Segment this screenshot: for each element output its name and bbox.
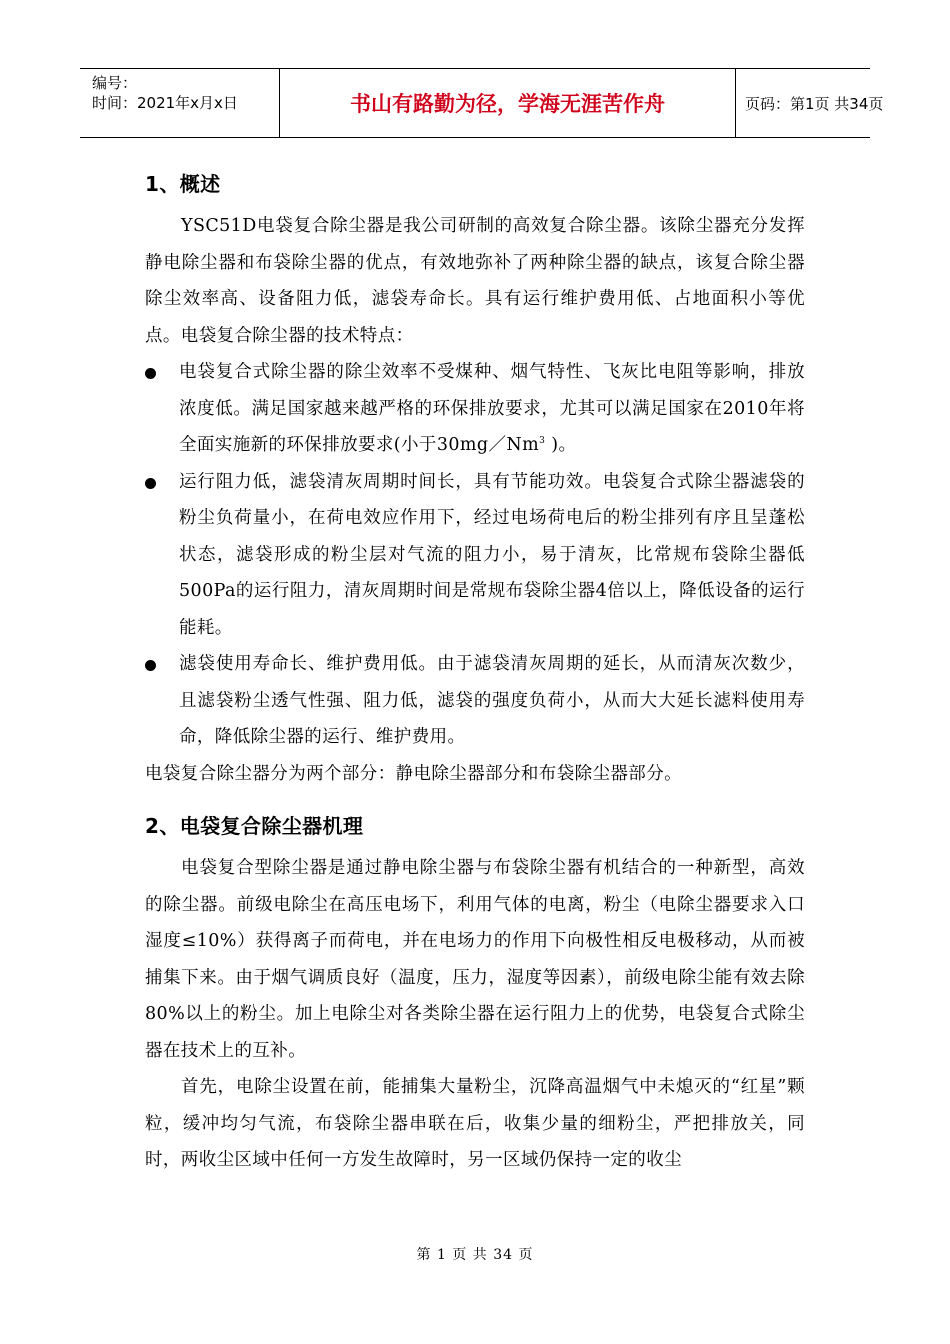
bullet-icon	[145, 368, 156, 379]
page-footer: 第 1 页 共 34 页	[416, 1247, 534, 1263]
feature-list	[145, 354, 805, 756]
header-motto: 书山有路勤为径，学海无涯苦作舟	[280, 69, 736, 137]
section-2-title: 2、电袋复合除尘器机理	[145, 814, 364, 838]
bullet-icon	[145, 660, 156, 671]
bullet-1-text: 电袋复合式除尘器的除尘效率不受煤种、烟气特性、飞灰比电阻等影响，排放浓度低。满足国家越来越严格的环保排放要求，尤其可以满足国家在2010年将全面实施新的环保排放要求(小于30mg／Nm	[179, 362, 805, 455]
section-2-paragraph-2: 首先，电除尘设置在前，能捕集大量粉尘，沉降高温烟气中未熄灭的“红星”颗粒，缓冲均匀气流，布袋除尘器串联在后，收集少量的细粉尘，严把排放关，同时，两收尘区域中任何一方发生故障时，另一区域仍保持一定的收尘	[145, 1077, 805, 1170]
document-body	[145, 160, 805, 1179]
section-1-title: 1、概述	[145, 172, 221, 196]
number-label: 编号：	[92, 74, 138, 92]
bullet-icon	[145, 478, 156, 489]
superscript-3: 3	[539, 436, 546, 446]
section-1-summary: 电袋复合除尘器分为两个部分：静电除尘器部分和布袋除尘器部分。	[145, 763, 682, 784]
section-2-paragraph-1: 电袋复合型除尘器是通过静电除尘器与布袋除尘器有机结合的一种新型，高效的除尘器。前级电除尘在高压电场下，利用气体的电离，粉尘（电除尘器要求入口湿度≤10%）获得离子而荷电，并在电场力的作用下向极性相反电极移动，从而被捕集下来。由于烟气调质良好（温度，压力，湿度等因素），前级电除尘能有效去除80%以上的粉尘。加上电除尘对各类除尘器在运行阻力上的优势，电袋复合式除尘器在技术上的互补。	[145, 858, 805, 1061]
bullet-1-end: )。	[545, 435, 577, 455]
section-1-intro: YSC51D电袋复合除尘器是我公司研制的高效复合除尘器。该除尘器充分发挥静电除尘器和布袋除尘器的优点，有效地弥补了两种除尘器的缺点，该复合除尘器除尘效率高、设备阻力低，滤袋寿命长。具有运行维护费用低、占地面积小等优点。电袋复合除尘器的技术特点：	[145, 216, 805, 346]
date-label: 时间：2021年x月x日	[92, 94, 238, 112]
bullet-2-text: 运行阻力低，滤袋清灰周期时间长，具有节能功效。电袋复合式除尘器滤袋的粉尘负荷量小，在荷电效应作用下，经过电场荷电后的粉尘排列有序且呈蓬松状态，滤袋形成的粉尘层对气流的阻力小，易于清灰，比常规布袋除尘器低500Pa的运行阻力，清灰周期时间是常规布袋除尘器4倍以上，降低设备的运行能耗。	[179, 471, 805, 638]
list-item	[145, 646, 805, 756]
list-item	[145, 464, 805, 647]
header-page-info: 页码：第1页 共34页	[745, 94, 884, 113]
header-meta	[80, 69, 280, 137]
bullet-3-text: 滤袋使用寿命长、维护费用低。由于滤袋清灰周期的延长，从而清灰次数少，且滤袋粉尘透气性强、阻力低，滤袋的强度负荷小，从而大大延长滤料使用寿命，降低除尘器的运行、维护费用。	[179, 654, 805, 747]
list-item	[145, 354, 805, 464]
page-header	[80, 68, 884, 138]
